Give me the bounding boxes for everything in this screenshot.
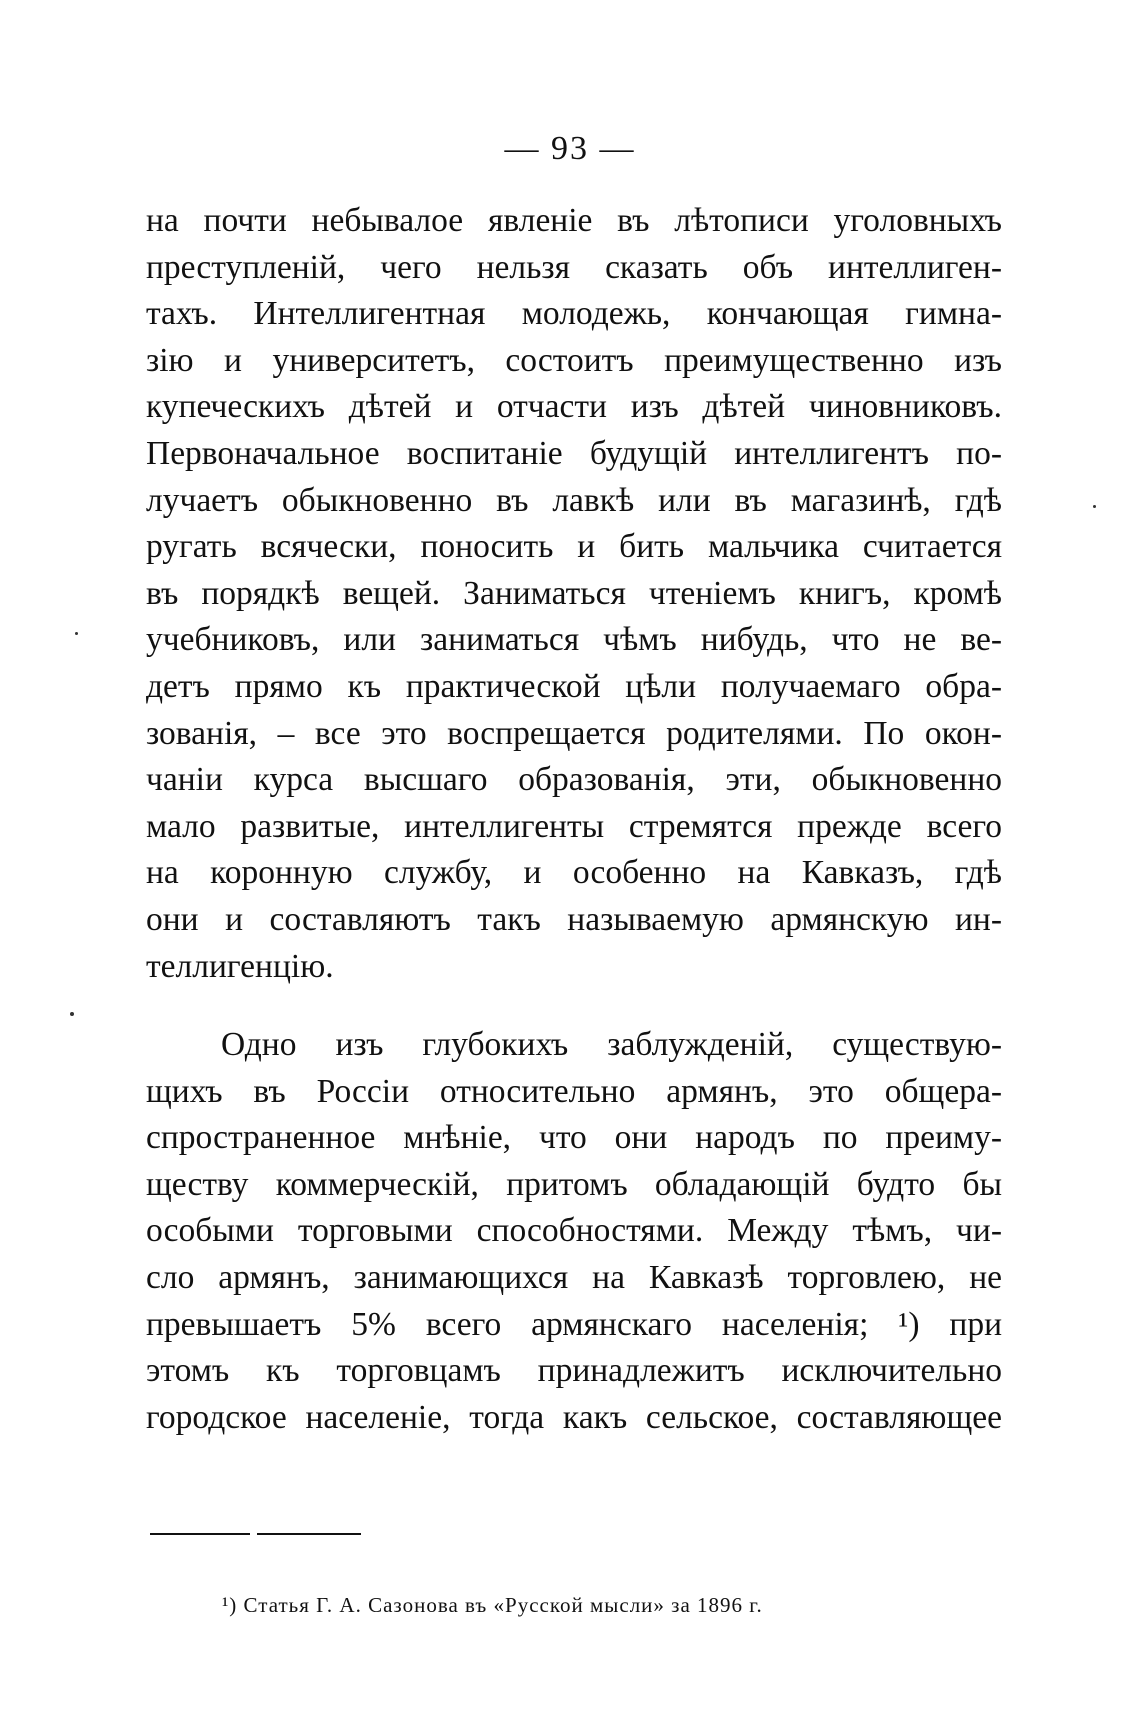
text-line: детъ прямо къ практической цѣли получаемаго обра- bbox=[146, 667, 1002, 705]
text-line: учебниковъ, или заниматься чѣмъ нибудь, что не ве- bbox=[146, 621, 1002, 659]
text-line: преступленій, чего нельзя сказать объ интеллиген- bbox=[146, 248, 1002, 286]
text-line: зію и университетъ, состоитъ преимущественно изъ bbox=[146, 341, 1002, 379]
footnote: ¹) Статья Г. А. Сазонова въ «Русской мысли» за 1896 г. bbox=[222, 1593, 763, 1617]
text-line: лучаетъ обыкновенно въ лавкѣ или въ магазинѣ, гдѣ bbox=[146, 481, 1002, 519]
footnote-divider bbox=[150, 1533, 250, 1535]
text-line: особыми торговыми способностями. Между тѣмъ, чи- bbox=[146, 1212, 1002, 1250]
page-number: — 93 — bbox=[504, 130, 636, 167]
text-line: купеческихъ дѣтей и отчасти изъ дѣтей чиновниковъ. bbox=[146, 388, 1002, 426]
text-line: превышаетъ 5% всего армянскаго населенія; ¹) при bbox=[146, 1305, 1002, 1343]
scan-speck bbox=[75, 632, 78, 635]
text-line: они и составляютъ такъ называемую армянскую ин- bbox=[146, 900, 1002, 938]
text-line: ществу коммерческій, притомъ обладающій будто бы bbox=[146, 1165, 1002, 1203]
text-line: этомъ къ торговцамъ принадлежитъ исключительно bbox=[146, 1352, 1002, 1390]
scan-speck bbox=[70, 1012, 74, 1016]
text-line: Одно изъ глубокихъ заблужденій, существую- bbox=[221, 1026, 1002, 1063]
text-line: на почти небывалое явленіе въ лѣтописи уголовныхъ bbox=[146, 202, 1002, 239]
footnote-divider bbox=[257, 1533, 361, 1535]
text-line: зованія, – все это воспрещается родителями. По окон- bbox=[146, 714, 1002, 752]
text-line: щихъ въ Россіи относительно армянъ, это общера- bbox=[146, 1072, 1002, 1110]
text-line: мало развитые, интеллигенты стремятся прежде всего bbox=[146, 807, 1002, 845]
paragraph-1 bbox=[146, 198, 1002, 990]
text-line: Первоначальное воспитаніе будущій интеллигентъ по- bbox=[146, 434, 1002, 472]
paragraph-2 bbox=[146, 1022, 1002, 1441]
scan-speck bbox=[1093, 505, 1096, 508]
text-line: спространенное мнѣніе, что они народъ по преиму- bbox=[146, 1119, 1002, 1157]
text-line: ругать всячески, поносить и бить мальчика считается bbox=[146, 528, 1002, 566]
text-line: городское населеніе, тогда какъ сельское, составляющее bbox=[146, 1398, 1002, 1436]
text-line: чаніи курса высшаго образованія, эти, обыкновенно bbox=[146, 761, 1002, 799]
text-line: теллигенцію. bbox=[146, 947, 334, 985]
text-line: сло армянъ, занимающихся на Кавказѣ торговлею, не bbox=[146, 1258, 1002, 1296]
text-line: тахъ. Интеллигентная молодежь, кончающая гимна- bbox=[146, 295, 1002, 333]
text-line: на коронную службу, и особенно на Кавказъ, гдѣ bbox=[146, 854, 1002, 892]
text-line: въ порядкѣ вещей. Заниматься чтеніемъ книгъ, кромѣ bbox=[146, 574, 1002, 612]
